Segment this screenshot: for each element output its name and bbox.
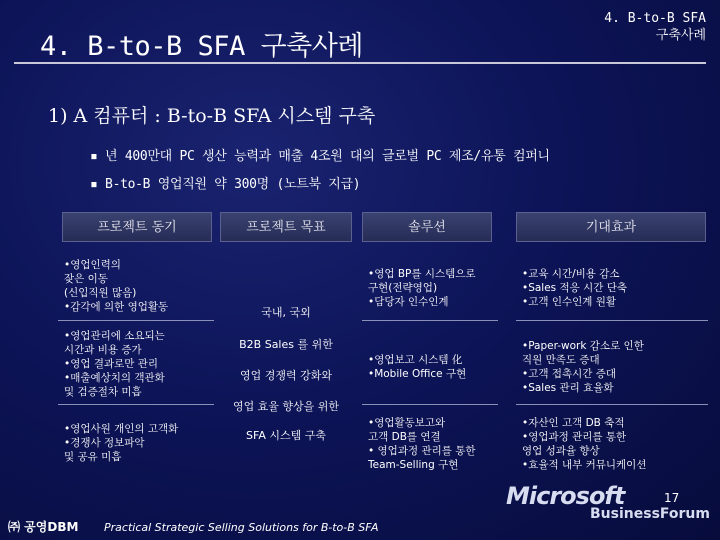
effect-divider (516, 404, 708, 405)
bullet-company-profile: ▪ 년 400만대 PC 생산 능력과 매출 4조원 대의 글로벌 PC 제조/유통 컴퍼니 (90, 149, 550, 164)
effect-cell: •교육 시간/비용 감소 •Sales 적응 시간 단축 •고객 인수인계 원활 (522, 268, 628, 308)
footer-tagline: Practical Strategic Selling Solutions for B-to-B SFA (104, 521, 379, 534)
business-forum-logo: BusinessForum (590, 506, 710, 522)
motive-cell: •영업인력의 잦은 이동 (신입직원 많음) •감각에 의한 영업활동 (64, 259, 169, 313)
goal-line: 영업 효율 향상을 위한 (232, 400, 340, 413)
header-project-goal: 프로젝트 목표 (220, 212, 352, 242)
corner-line-1: 4. B-to-B SFA (604, 11, 706, 26)
goal-line: 국내, 국외 (261, 306, 311, 319)
goal-line: B2B Sales 를 위한 (239, 338, 333, 351)
goal-line: SFA 시스템 구축 (246, 429, 326, 442)
solution-cell: •영업보고 시스템 化 •Mobile Office 구현 (368, 354, 467, 380)
title-divider (14, 62, 706, 64)
header-expected-effect: 기대효과 (516, 212, 706, 242)
motive-divider (58, 320, 214, 321)
bullet-sales-staff: ▪ B-to-B 영업직원 약 300명 (노트북 지급) (90, 177, 361, 192)
header-solution: 솔루션 (362, 212, 492, 242)
corner-line-2: 구축사례 (655, 28, 706, 43)
effect-cell: •자산인 고객 DB 축적 •영업과정 관리를 통한 영업 성과율 향상 •효율적 내부 커뮤니케이션 (522, 417, 647, 471)
effect-cell: •Paper-work 감소로 인한 직원 만족도 증대 •고객 접촉시간 증대 •Sales 관리 효율화 (522, 340, 644, 394)
solution-cell: •영업활동보고와 고객 DB를 연결 • 영업과정 관리를 통한 Team-Selling 구현 (368, 417, 476, 471)
corner-section-label (546, 10, 706, 44)
header-project-motive: 프로젝트 동기 (62, 212, 212, 242)
solution-cell: •영업 BP를 시스템으로 구현(전략영업) •담당자 인수인계 (368, 268, 476, 308)
solution-divider (362, 404, 498, 405)
motive-divider (58, 404, 214, 405)
motive-cell: •영업사원 개인의 고객화 •경쟁사 정보파악 및 공유 미흡 (64, 423, 179, 463)
slide-title: 4. B-to-B SFA 구축사례 (40, 31, 363, 62)
motive-cell: •영업관리에 소요되는 시간과 비용 증가 •영업 결과로만 관리 •매출예상치의 객관화 및 검증절차 미흡 (64, 330, 165, 398)
page-number: 17 (664, 491, 680, 505)
section-subtitle: 1) A 컴퓨터 : B-to-B SFA 시스템 구축 (48, 105, 376, 127)
goal-line: 영업 경쟁력 강화와 (239, 369, 332, 382)
solution-divider (362, 320, 498, 321)
effect-divider (516, 320, 708, 321)
company-name: ㈜ 공영DBM (8, 520, 79, 534)
microsoft-logo: Microsoft (506, 482, 625, 510)
